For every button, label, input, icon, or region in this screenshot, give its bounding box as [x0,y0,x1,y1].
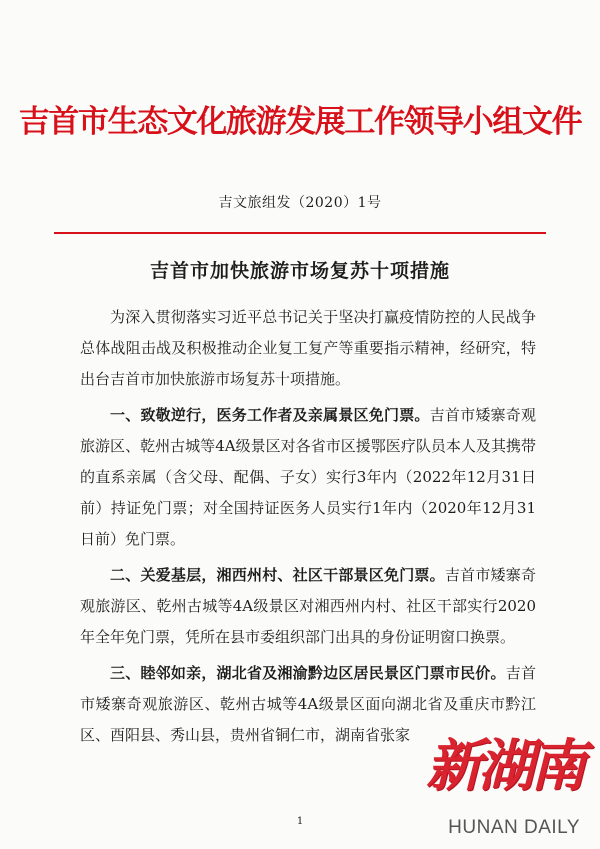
measure-heading: 一、致敬逆行，医务工作者及亲属景区免门票。 [110,406,430,424]
issuing-authority-title: 吉首市生态文化旅游发展工作领导小组文件 [18,104,582,140]
paragraph-measure-2 [80,560,536,653]
document-number: 吉文旅组发（2020）1号 [218,195,382,211]
red-divider-line [54,232,546,234]
hunan-daily-watermark-logo [382,729,582,839]
measure-text: 吉首市矮寨奇观旅游区、乾州古城等4A级景区对湘西州内村、社区干部实行2020年全年免门票，凭所在县市委组织部门出具的身份证明窗口换票。 [80,566,536,646]
paragraph-intro: 为深入贯彻落实习近平总书记关于坚决打赢疫情防控的人民战争总体战阻击战及积极推动企业复工复产等重要指示精神，经研究，特出台吉首市加快旅游市场复苏十项措施。 [80,308,536,388]
measure-heading: 二、关爱基层，湘西州村、社区干部景区免门票。 [110,566,445,584]
watermark-english-text: HUNAN DAILY [448,817,580,838]
measure-text: 吉首市矮寨奇观旅游区、乾州古城等4A级景区对各省市区援鄂医疗队员本人及其携带的直系亲属（含父母、配偶、子女）实行3年内（2022年12月31日前）持证免门票；对全国持证医务人员实行1年内（2020年12月31日前）免门票。 [80,406,536,548]
measure-heading: 三、睦邻如亲，湖北省及湘渝黔边区居民景区门票市民价。 [110,664,506,682]
measure-text: 吉首市矮寨奇观旅游区、乾州古城等4A级景区面向湖北省及重庆市黔江区、酉阳县、秀山县，贵州省铜仁市，湖南省张家 [80,664,536,744]
document-body [80,302,536,756]
document-title: 吉首市加快旅游市场复苏十项措施 [149,260,450,282]
paragraph-measure-1 [80,400,536,555]
page-number: 1 [296,816,304,827]
watermark-chinese-logo: 新湖南 [426,733,582,799]
